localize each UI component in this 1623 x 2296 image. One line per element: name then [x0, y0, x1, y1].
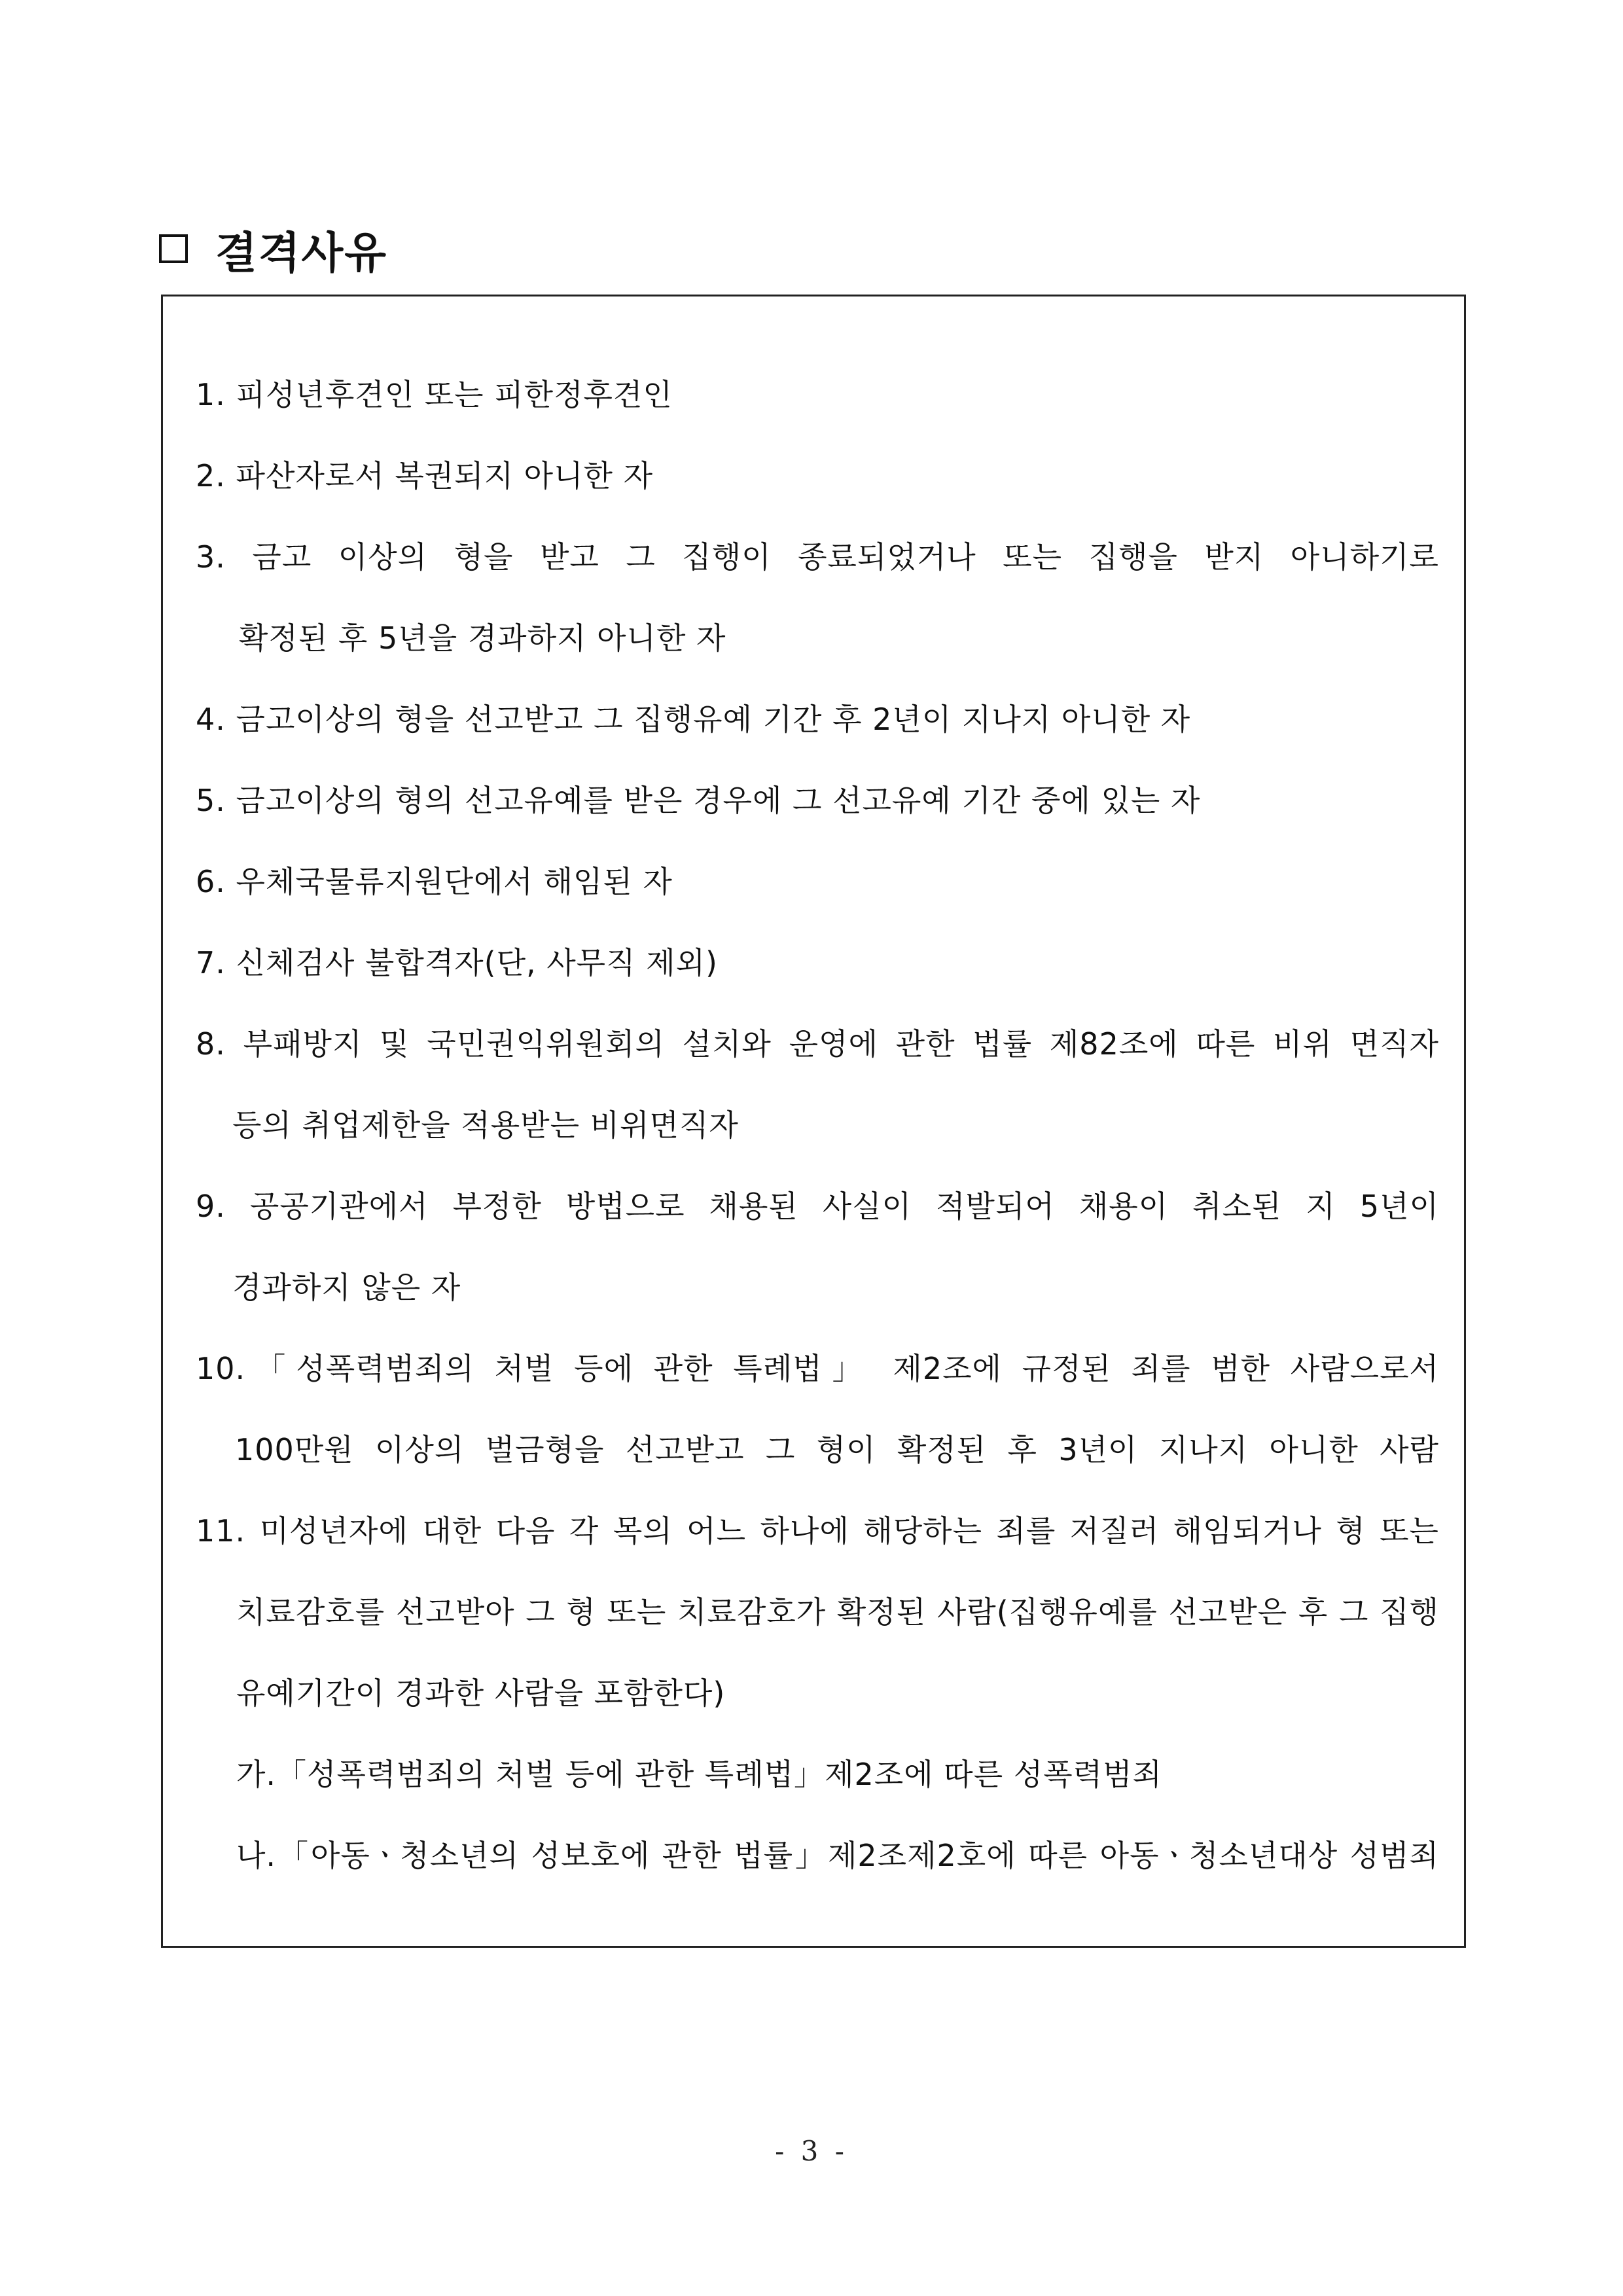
list-item-3: 3. 금고 이상의 형을 받고 그 집행이 종료되었거나 또는 집행을 받지 아니하기로	[196, 539, 1439, 575]
checkbox-icon	[159, 234, 188, 263]
list-item-11-cont: 유예기간이 경과한 사람을 포함한다)	[236, 1676, 726, 1711]
sub-item-ga: 가.「성폭력범죄의 처벌 등에 관한 특례법」제2조에 따른 성폭력범죄	[236, 1757, 1162, 1792]
list-item-1: 1. 피성년후견인 또는 피한정후견인	[196, 377, 673, 412]
list-item-3-cont: 확정된 후 5년을 경과하지 아니한 자	[239, 620, 726, 656]
list-item-5: 5. 금고이상의 형의 선고유예를 받은 경우에 그 선고유예 기간 중에 있는 자	[196, 783, 1201, 818]
list-item-8-cont: 등의 취업제한을 적용받는 비위면직자	[232, 1107, 739, 1143]
list-item-9: 9. 공공기관에서 부정한 방법으로 채용된 사실이 적발되어 채용이 취소된 지 5년이	[196, 1189, 1439, 1224]
list-item-10: 10.「성폭력범죄의 처벌 등에 관한 특례법」 제2조에 규정된 죄를 범한 사람으로서	[196, 1351, 1439, 1386]
list-item-11: 11. 미성년자에 대한 다음 각 목의 어느 하나에 해당하는 죄를 저질러 해임되거나 형 또는	[196, 1513, 1439, 1549]
list-item-4: 4. 금고이상의 형을 선고받고 그 집행유예 기간 후 2년이 지나지 아니한 자	[196, 702, 1191, 737]
list-item-6: 6. 우체국물류지원단에서 해임된 자	[196, 864, 673, 899]
section-heading	[159, 216, 387, 281]
list-item-11-cont: 치료감호를 선고받아 그 형 또는 치료감호가 확정된 사람(집행유예를 선고받은 후 그 집행	[236, 1594, 1439, 1630]
list-item-8: 8. 부패방지 및 국민권익위원회의 설치와 운영에 관한 법률 제82조에 따른 비위 면직자	[196, 1026, 1439, 1062]
disqualification-box	[161, 295, 1466, 1948]
list-item-10-cont: 100만원 이상의 벌금형을 선고받고 그 형이 확정된 후 3년이 지나지 아니한 사람	[235, 1432, 1439, 1467]
page-number: - 3 -	[775, 2135, 848, 2167]
sub-item-na: 나.「아동ㆍ청소년의 성보호에 관한 법률」제2조제2호에 따른 아동ㆍ청소년대상 성범죄	[236, 1838, 1439, 1873]
list-item-9-cont: 경과하지 않은 자	[232, 1270, 461, 1305]
list-item-2: 2. 파산자로서 복권되지 아니한 자	[196, 458, 654, 493]
list-item-7: 7. 신체검사 불합격자(단, 사무직 제외)	[196, 945, 718, 980]
section-title: 결격사유	[215, 227, 388, 278]
